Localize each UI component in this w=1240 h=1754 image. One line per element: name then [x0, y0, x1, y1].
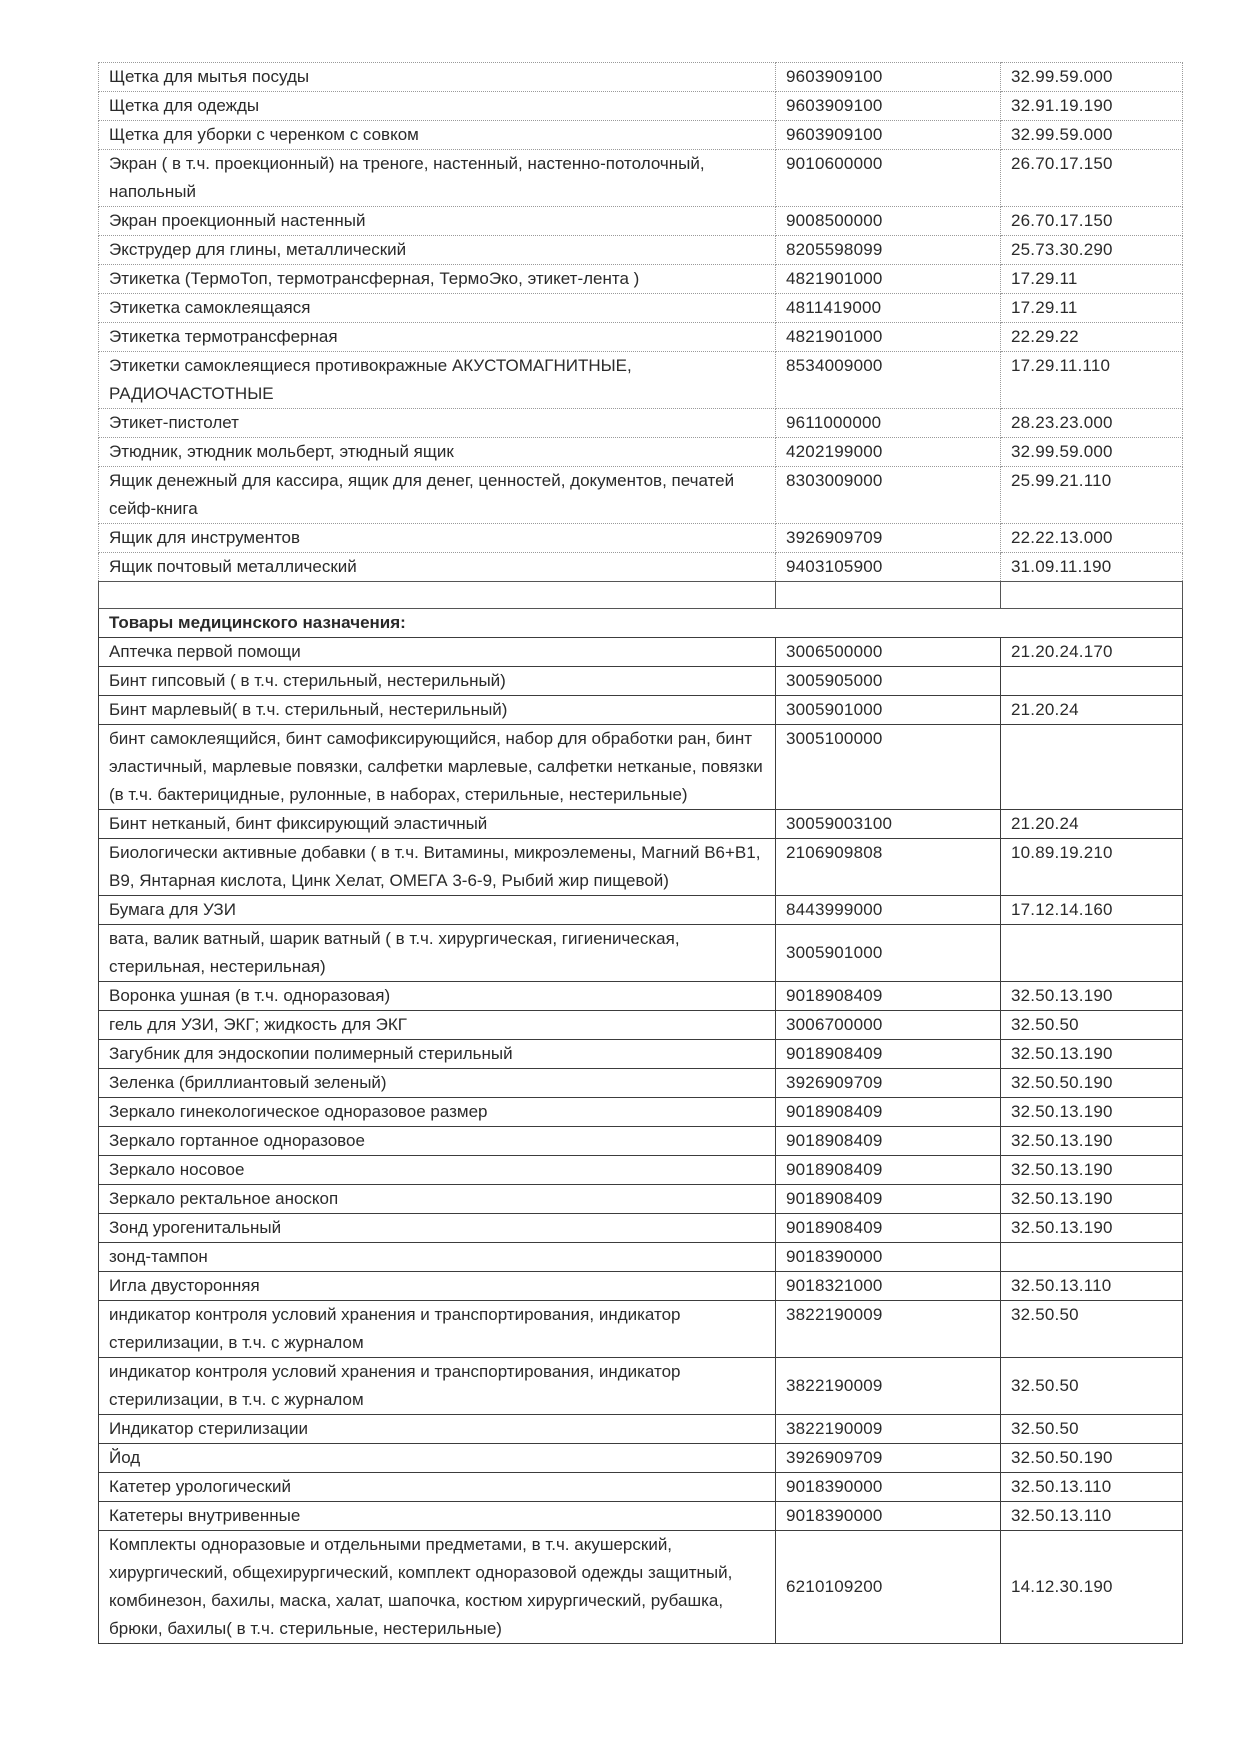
table-row	[99, 1444, 1183, 1473]
tnved-code-cell: 9611000000	[776, 409, 1001, 438]
item-name-cell: Индикатор стерилизации	[99, 1415, 776, 1444]
tnved-code-cell: 3005901000	[776, 925, 1001, 982]
tnved-code-cell: 8443999000	[776, 896, 1001, 925]
tnved-code-cell: 4821901000	[776, 323, 1001, 352]
table-row	[99, 121, 1183, 150]
table-row	[99, 1301, 1183, 1358]
item-name-cell: Этикетка самоклеящаяся	[99, 294, 776, 323]
item-name-cell: Бинт гипсовый ( в т.ч. стерильный, нестерильный)	[99, 667, 776, 696]
table-row	[99, 725, 1183, 810]
item-name-cell: Зонд урогенитальный	[99, 1214, 776, 1243]
table-row	[99, 236, 1183, 265]
item-name-cell: зонд-тампон	[99, 1243, 776, 1272]
table-row	[99, 323, 1183, 352]
table-row	[99, 1415, 1183, 1444]
okpd2-code-cell: 21.20.24	[1001, 696, 1183, 725]
item-name-cell: Загубник для эндоскопии полимерный стерильный	[99, 1040, 776, 1069]
item-name-cell: Комплекты одноразовые и отдельными предметами, в т.ч. акушерский, хирургический, общехирургический, комплект одноразовой одежды защитный, комбинезон, бахилы, маска, халат, шапочка, костюм хирургический, рубашка, брюки, бахилы( в т.ч. стерильные, нестерильные)	[99, 1531, 776, 1644]
okpd2-code-cell: 17.29.11	[1001, 294, 1183, 323]
item-name-cell: Экран ( в т.ч. проекционный) на треноге, настенный, настенно-потолочный, напольный	[99, 150, 776, 207]
item-name-cell: Экструдер для глины, металлический	[99, 236, 776, 265]
item-name-cell: индикатор контроля условий хранения и транспортирования, индикатор стерилизации, в т.ч. с журналом	[99, 1358, 776, 1415]
tnved-code-cell: 30059003100	[776, 810, 1001, 839]
tnved-code-cell: 9018908409	[776, 1156, 1001, 1185]
tnved-code-cell: 9010600000	[776, 150, 1001, 207]
table-row	[99, 696, 1183, 725]
tnved-code-cell: 9018390000	[776, 1473, 1001, 1502]
okpd2-code-cell: 32.50.13.190	[1001, 1185, 1183, 1214]
tnved-code-cell: 9008500000	[776, 207, 1001, 236]
tnved-code-cell: 3822190009	[776, 1358, 1001, 1415]
okpd2-code-cell: 32.91.19.190	[1001, 92, 1183, 121]
item-name-cell: Этикетка (ТермоТоп, термотрансферная, ТермоЭко, этикет-лента )	[99, 265, 776, 294]
table-row	[99, 1358, 1183, 1415]
tnved-code-cell: 3926909709	[776, 1069, 1001, 1098]
table-row	[99, 1243, 1183, 1272]
tnved-code-cell: 4202199000	[776, 438, 1001, 467]
empty-cell	[99, 582, 776, 609]
tnved-code-cell: 4811419000	[776, 294, 1001, 323]
tnved-code-cell: 3822190009	[776, 1415, 1001, 1444]
table-row	[99, 553, 1183, 582]
table-row	[99, 467, 1183, 524]
item-name-cell: Бинт нетканый, бинт фиксирующий эластичный	[99, 810, 776, 839]
item-name-cell: Бумага для УЗИ	[99, 896, 776, 925]
tnved-code-cell: 9603909100	[776, 121, 1001, 150]
table-row	[99, 1531, 1183, 1644]
item-name-cell: бинт самоклеящийся, бинт самофиксирующийся, набор для обработки ран, бинт эластичный, марлевые повязки, салфетки марлевые, салфетки нетканые, повязки (в т.ч. бактерицидные, рулонные, в наборах, стерильные, нестерильные)	[99, 725, 776, 810]
tnved-code-cell: 3006700000	[776, 1011, 1001, 1040]
misc-goods-section	[99, 63, 1183, 609]
item-name-cell: Зеркало гортанное одноразовое	[99, 1127, 776, 1156]
table-row	[99, 1040, 1183, 1069]
table-row	[99, 1069, 1183, 1098]
item-name-cell: Катетер урологический	[99, 1473, 776, 1502]
okpd2-code-cell	[1001, 925, 1183, 982]
item-name-cell: Ящик почтовый металлический	[99, 553, 776, 582]
table-row	[99, 667, 1183, 696]
table-row	[99, 982, 1183, 1011]
table-row	[99, 63, 1183, 92]
tnved-code-cell: 9403105900	[776, 553, 1001, 582]
tnved-code-cell: 3006500000	[776, 638, 1001, 667]
blank-separator-row	[99, 582, 1183, 609]
item-name-cell: Ящик для инструментов	[99, 524, 776, 553]
table-row	[99, 352, 1183, 409]
okpd2-code-cell: 32.50.50	[1001, 1415, 1183, 1444]
tnved-code-cell: 9018390000	[776, 1243, 1001, 1272]
tnved-code-cell: 9018390000	[776, 1502, 1001, 1531]
okpd2-code-cell: 21.20.24	[1001, 810, 1183, 839]
table-row	[99, 438, 1183, 467]
item-name-cell: Щетка для уборки с черенком с совком	[99, 121, 776, 150]
table-row	[99, 524, 1183, 553]
goods-code-table	[98, 62, 1183, 1644]
tnved-code-cell: 3005100000	[776, 725, 1001, 810]
item-name-cell: Экран проекционный настенный	[99, 207, 776, 236]
okpd2-code-cell	[1001, 1243, 1183, 1272]
okpd2-code-cell: 25.99.21.110	[1001, 467, 1183, 524]
okpd2-code-cell: 32.50.50	[1001, 1301, 1183, 1358]
table-row	[99, 925, 1183, 982]
okpd2-code-cell: 32.50.13.110	[1001, 1272, 1183, 1301]
tnved-code-cell: 9018321000	[776, 1272, 1001, 1301]
tnved-code-cell: 3822190009	[776, 1301, 1001, 1358]
item-name-cell: Щетка для одежды	[99, 92, 776, 121]
table-row	[99, 1185, 1183, 1214]
okpd2-code-cell: 10.89.19.210	[1001, 839, 1183, 896]
okpd2-code-cell: 32.50.50.190	[1001, 1444, 1183, 1473]
okpd2-code-cell: 32.50.13.190	[1001, 1127, 1183, 1156]
table-row	[99, 294, 1183, 323]
okpd2-code-cell	[1001, 667, 1183, 696]
okpd2-code-cell: 17.29.11.110	[1001, 352, 1183, 409]
tnved-code-cell: 9018908409	[776, 1098, 1001, 1127]
okpd2-code-cell: 32.99.59.000	[1001, 438, 1183, 467]
table-row	[99, 1156, 1183, 1185]
item-name-cell: индикатор контроля условий хранения и транспортирования, индикатор стерилизации, в т.ч. с журналом	[99, 1301, 776, 1358]
tnved-code-cell: 9018908409	[776, 1214, 1001, 1243]
table-row	[99, 839, 1183, 896]
item-name-cell: Этюдник, этюдник мольберт, этюдный ящик	[99, 438, 776, 467]
okpd2-code-cell: 22.29.22	[1001, 323, 1183, 352]
table-row	[99, 638, 1183, 667]
table-row	[99, 810, 1183, 839]
tnved-code-cell: 3926909709	[776, 1444, 1001, 1473]
okpd2-code-cell: 32.50.50	[1001, 1358, 1183, 1415]
tnved-code-cell: 9603909100	[776, 63, 1001, 92]
table-row	[99, 1272, 1183, 1301]
item-name-cell: Ящик денежный для кассира, ящик для денег, ценностей, документов, печатей сейф-книга	[99, 467, 776, 524]
okpd2-code-cell: 17.29.11	[1001, 265, 1183, 294]
table-row	[99, 207, 1183, 236]
tnved-code-cell: 6210109200	[776, 1531, 1001, 1644]
tnved-code-cell: 3005901000	[776, 696, 1001, 725]
tnved-code-cell: 8205598099	[776, 236, 1001, 265]
item-name-cell: Аптечка первой помощи	[99, 638, 776, 667]
item-name-cell: Зеркало ректальное аноскоп	[99, 1185, 776, 1214]
okpd2-code-cell: 28.23.23.000	[1001, 409, 1183, 438]
table-row	[99, 1473, 1183, 1502]
okpd2-code-cell: 21.20.24.170	[1001, 638, 1183, 667]
item-name-cell: Катетеры внутривенные	[99, 1502, 776, 1531]
tnved-code-cell: 4821901000	[776, 265, 1001, 294]
item-name-cell: Биологически активные добавки ( в т.ч. Витамины, микроэлемены, Магний В6+В1, В9, Янтарная кислота, Цинк Хелат, ОМЕГА 3-6-9, Рыбий жир пищевой)	[99, 839, 776, 896]
item-name-cell: Йод	[99, 1444, 776, 1473]
tnved-code-cell: 8303009000	[776, 467, 1001, 524]
tnved-code-cell: 2106909808	[776, 839, 1001, 896]
section-header-row	[99, 609, 1183, 638]
okpd2-code-cell: 22.22.13.000	[1001, 524, 1183, 553]
table-row	[99, 1214, 1183, 1243]
okpd2-code-cell: 32.50.13.190	[1001, 1098, 1183, 1127]
table-row	[99, 896, 1183, 925]
okpd2-code-cell: 32.99.59.000	[1001, 63, 1183, 92]
item-name-cell: Этикетка термотрансферная	[99, 323, 776, 352]
tnved-code-cell: 9018908409	[776, 1185, 1001, 1214]
item-name-cell: Щетка для мытья посуды	[99, 63, 776, 92]
empty-cell	[1001, 582, 1183, 609]
item-name-cell: Воронка ушная (в т.ч. одноразовая)	[99, 982, 776, 1011]
medical-goods-section	[99, 609, 1183, 1644]
okpd2-code-cell: 32.50.13.190	[1001, 1156, 1183, 1185]
okpd2-code-cell: 26.70.17.150	[1001, 150, 1183, 207]
table-row	[99, 1502, 1183, 1531]
item-name-cell: Бинт марлевый( в т.ч. стерильный, нестерильный)	[99, 696, 776, 725]
okpd2-code-cell: 17.12.14.160	[1001, 896, 1183, 925]
tnved-code-cell: 9018908409	[776, 1040, 1001, 1069]
section-title: Товары медицинского назначения:	[99, 609, 1183, 638]
table-row	[99, 409, 1183, 438]
tnved-code-cell: 9603909100	[776, 92, 1001, 121]
okpd2-code-cell: 32.50.13.190	[1001, 982, 1183, 1011]
okpd2-code-cell: 32.50.13.190	[1001, 1214, 1183, 1243]
item-name-cell: вата, валик ватный, шарик ватный ( в т.ч. хирургическая, гигиеническая, стерильная, нестерильная)	[99, 925, 776, 982]
item-name-cell: гель для УЗИ, ЭКГ; жидкость для ЭКГ	[99, 1011, 776, 1040]
tnved-code-cell: 8534009000	[776, 352, 1001, 409]
okpd2-code-cell: 32.50.50	[1001, 1011, 1183, 1040]
item-name-cell: Этикет-пистолет	[99, 409, 776, 438]
okpd2-code-cell: 32.50.13.110	[1001, 1502, 1183, 1531]
okpd2-code-cell	[1001, 725, 1183, 810]
okpd2-code-cell: 14.12.30.190	[1001, 1531, 1183, 1644]
item-name-cell: Этикетки самоклеящиеся противокражные АКУСТОМАГНИТНЫЕ, РАДИОЧАСТОТНЫЕ	[99, 352, 776, 409]
table-row	[99, 1011, 1183, 1040]
okpd2-code-cell: 32.50.13.190	[1001, 1040, 1183, 1069]
okpd2-code-cell: 32.50.50.190	[1001, 1069, 1183, 1098]
item-name-cell: Зеркало гинекологическое одноразовое размер	[99, 1098, 776, 1127]
tnved-code-cell: 9018908409	[776, 1127, 1001, 1156]
table-row	[99, 1127, 1183, 1156]
table-row	[99, 265, 1183, 294]
item-name-cell: Зеркало носовое	[99, 1156, 776, 1185]
tnved-code-cell: 3005905000	[776, 667, 1001, 696]
tnved-code-cell: 9018908409	[776, 982, 1001, 1011]
table-row	[99, 92, 1183, 121]
document-page	[98, 62, 1182, 1644]
okpd2-code-cell: 25.73.30.290	[1001, 236, 1183, 265]
table-row	[99, 1098, 1183, 1127]
okpd2-code-cell: 32.50.13.110	[1001, 1473, 1183, 1502]
okpd2-code-cell: 31.09.11.190	[1001, 553, 1183, 582]
item-name-cell: Игла двусторонняя	[99, 1272, 776, 1301]
okpd2-code-cell: 26.70.17.150	[1001, 207, 1183, 236]
tnved-code-cell: 3926909709	[776, 524, 1001, 553]
okpd2-code-cell: 32.99.59.000	[1001, 121, 1183, 150]
empty-cell	[776, 582, 1001, 609]
item-name-cell: Зеленка (бриллиантовый зеленый)	[99, 1069, 776, 1098]
table-row	[99, 150, 1183, 207]
